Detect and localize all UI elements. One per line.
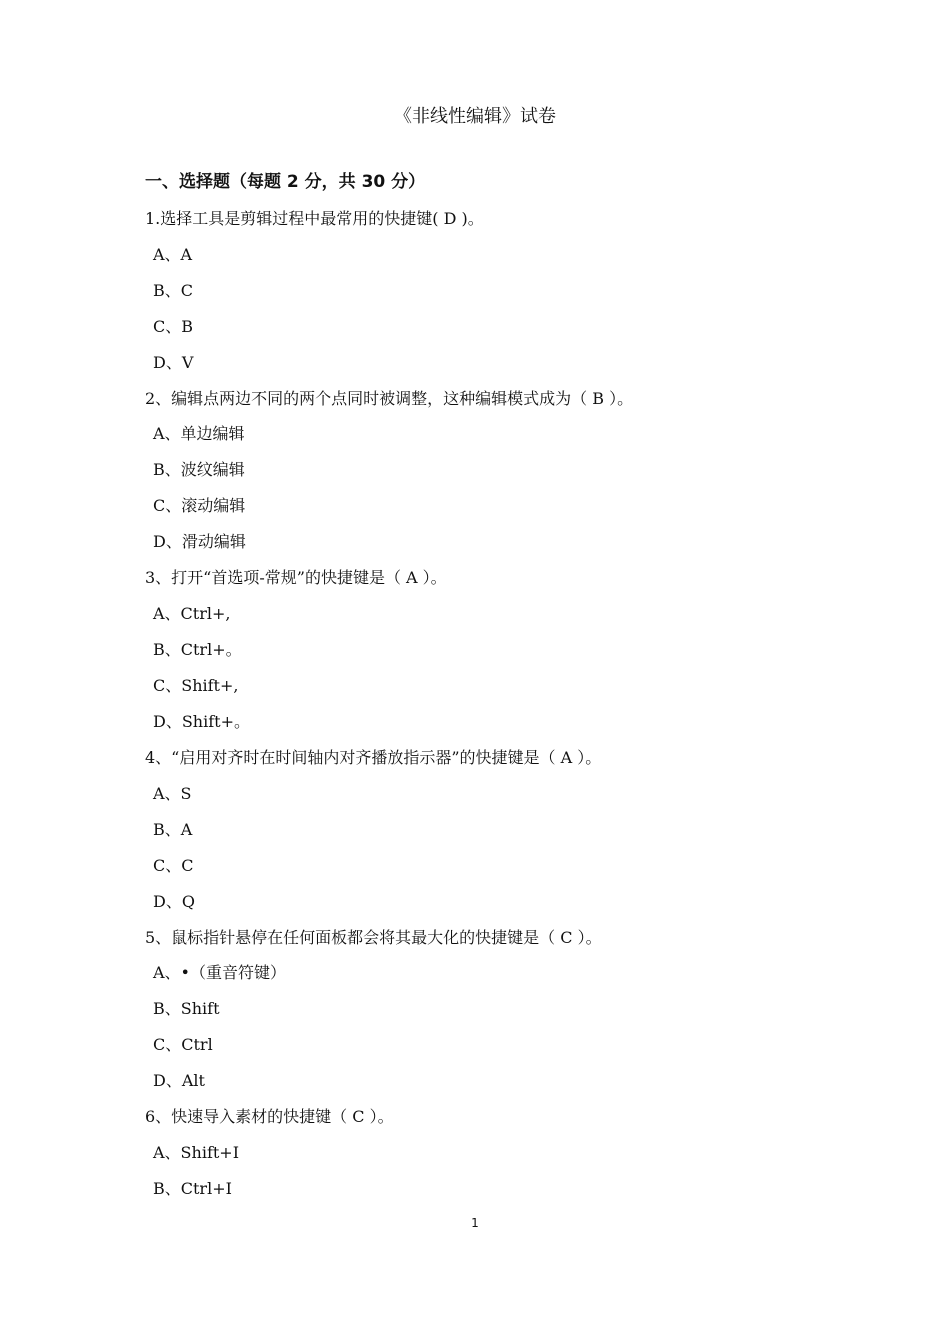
option-2d: D、滑动编辑 <box>153 532 246 551</box>
page-number: 1 <box>471 1216 479 1230</box>
option-4a: A、S <box>153 784 192 803</box>
option-3b: B、Ctrl+。 <box>153 640 242 659</box>
option-6b: B、Ctrl+I <box>153 1179 232 1198</box>
option-1a: A、A <box>153 245 193 264</box>
option-5c: C、Ctrl <box>153 1035 213 1054</box>
option-2b: B、波纹编辑 <box>153 460 245 479</box>
question-4: 4、“启用对齐时在时间轴内对齐播放指示器”的快捷键是（ A ）。 <box>145 748 602 767</box>
option-6a: A、Shift+I <box>153 1143 240 1162</box>
question-2: 2、编辑点两边不同的两个点同时被调整，这种编辑模式成为（ B ）。 <box>145 389 634 408</box>
option-3d: D、Shift+。 <box>153 712 250 731</box>
option-1b: B、C <box>153 281 194 300</box>
option-3c: C、Shift+, <box>153 676 239 695</box>
option-4b: B、A <box>153 820 193 839</box>
option-5d: D、Alt <box>153 1071 205 1090</box>
option-5a: A、•（重音符键） <box>153 963 286 982</box>
option-1d: D、V <box>153 353 194 372</box>
question-3: 3、打开“首选项-常规”的快捷键是（ A ）。 <box>145 568 447 587</box>
option-4d: D、Q <box>153 892 195 911</box>
question-6: 6、快速导入素材的快捷键（ C ）。 <box>145 1107 394 1126</box>
option-4c: C、C <box>153 856 194 875</box>
section-heading: 一、选择题（每题 2 分，共 30 分） <box>145 172 426 192</box>
option-2a: A、单边编辑 <box>153 424 245 443</box>
question-5: 5、鼠标指针悬停在任何面板都会将其最大化的快捷键是（ C ）。 <box>145 928 602 947</box>
option-5b: B、Shift <box>153 999 220 1018</box>
question-1: 1.选择工具是剪辑过程中最常用的快捷键( D )。 <box>145 209 484 228</box>
page-title: 《非线性编辑》试卷 <box>394 106 556 127</box>
option-1c: C、B <box>153 317 194 336</box>
option-2c: C、滚动编辑 <box>153 496 246 515</box>
option-3a: A、Ctrl+, <box>153 604 231 623</box>
